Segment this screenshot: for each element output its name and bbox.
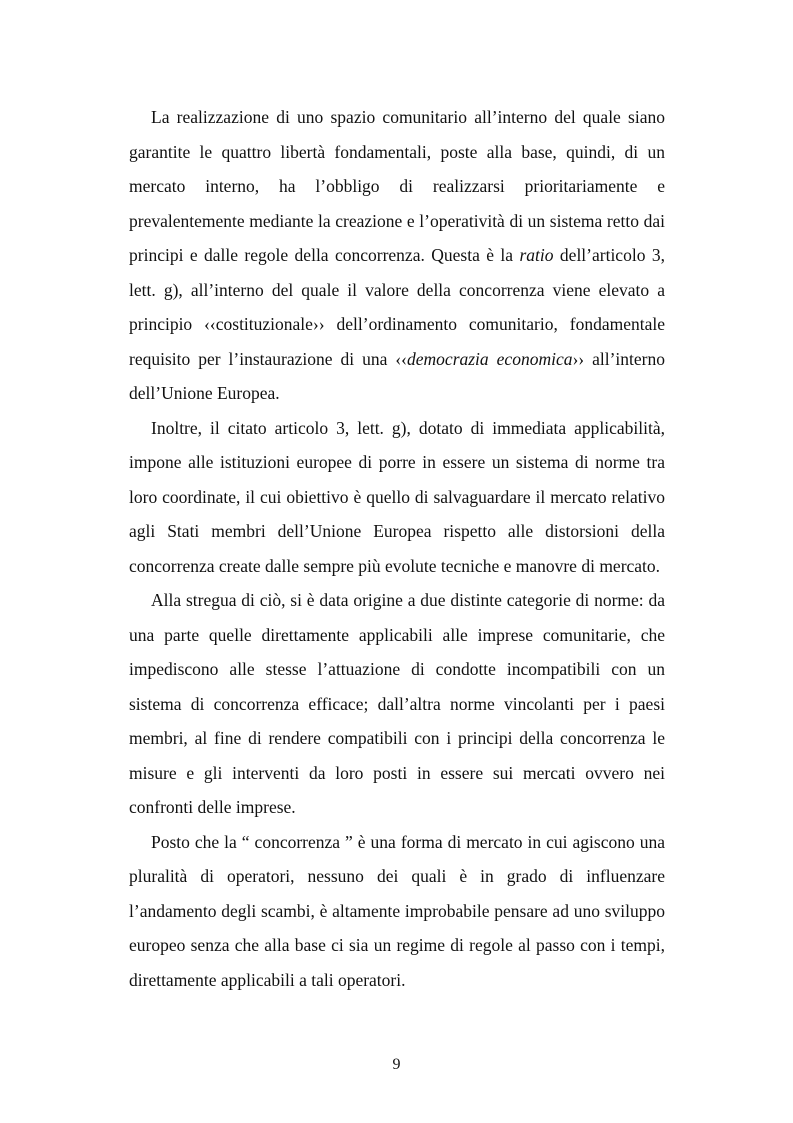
ratio-term: ratio [519,245,554,265]
paragraph-1-text: dell’articolo 3, lett. g), all’interno del quale il valore della concorrenza viene elevato a principio ‹‹costituzionale›› dell’ordinamento comunitario, fondamentale requisito per l’instaurazione di una ‹‹ [129,245,665,369]
paragraph-1 [129,100,665,411]
paragraph-3-text: Alla stregua di ciò, si è data origine a due distinte categorie di norme: da una parte quelle direttamente applicabili alle imprese comunitarie, che impediscono alle stesse l’attuazione di condotte incompatibili con un sistema di concorrenza efficace; dall’altra norme vincolanti per i paesi membri, al fine di rendere compatibili con i principi della concorrenza le misure e gli interventi da loro posti in essere sui mercati ovvero nei confronti delle imprese. [129,590,665,817]
paragraph-4-text: Posto che la “ concorrenza ” è una forma di mercato in cui agiscono una pluralità di operatori, nessuno dei quali è in grado di influenzare l’andamento degli scambi, è altamente improbabile pensare ad uno sviluppo europeo senza che alla base ci sia un regime di regole al passo con i tempi, direttamente applicabili a tali operatori. [129,831,665,990]
democrazia-economica-term: democrazia economica [407,348,573,369]
paragraph-3 [129,583,665,825]
paragraph-4 [129,825,665,998]
paragraph-2-text: Inoltre, il citato articolo 3, lett. g), dotato di immediata applicabilità, impone alle istituzioni europee di porre in essere un sistema di norme tra loro coordinate, il cui obiettivo è quello di salvaguardare il mercato relativo agli Stati membri dell’Unione Europea rispetto alle distorsioni della concorrenza create dalle sempre più evolute tecniche e manovre di mercato. [129,417,665,576]
paragraph-1-text: La realizzazione di uno spazio comunitario all’interno del quale siano garantite le quattro libertà fondamentali, poste alla base, quindi, di un mercato interno, ha l’obbligo di realizzarsi prioritariamente e prevalentemente mediante la creazione e l’operatività di un sistema retto dai principi e dalle regole della concorrenza. Questa è la [129,107,665,265]
page-number: 9 [392,1056,401,1073]
body-text [129,100,665,997]
paragraph-1-text: ›› all’interno dell’Unione Europea. [129,348,665,403]
paragraph-2 [129,411,665,584]
